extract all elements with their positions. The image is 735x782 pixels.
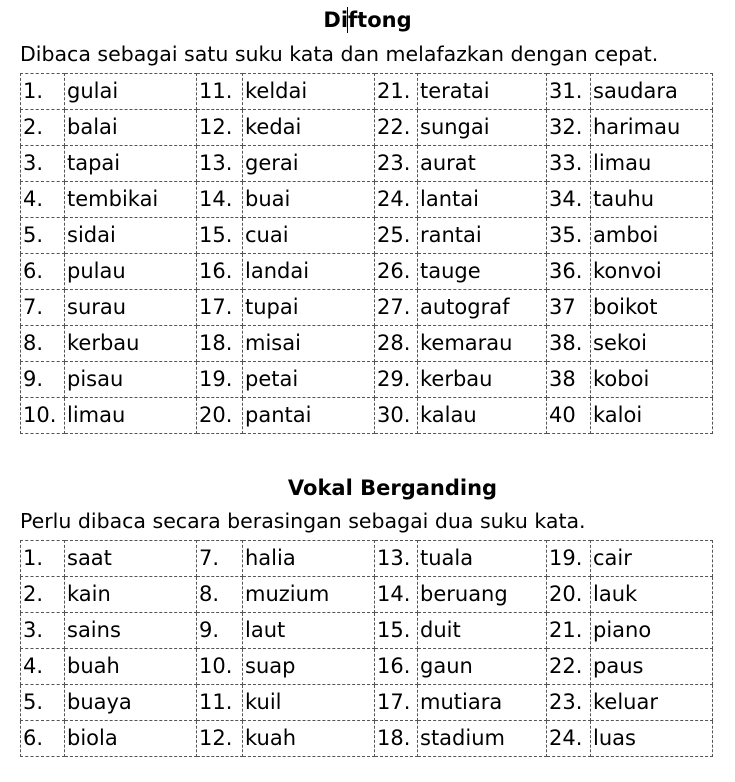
word: sekoi [591, 326, 713, 362]
word: kaloi [591, 398, 713, 434]
word: rantai [418, 218, 547, 254]
word-number: 22. [547, 649, 591, 685]
table-row [21, 146, 713, 182]
word-number: 15. [375, 613, 418, 649]
word-number: 2. [21, 110, 65, 146]
word-number: 5. [21, 685, 65, 721]
word: balai [65, 110, 197, 146]
word-number: 16. [375, 649, 418, 685]
word-number: 23. [375, 146, 418, 182]
word-number: 7. [197, 541, 243, 577]
word-number: 18. [197, 326, 243, 362]
word-number: 31. [547, 74, 591, 110]
word: sungai [418, 110, 547, 146]
word: saudara [591, 74, 713, 110]
word: limau [65, 398, 197, 434]
word-number: 13. [375, 541, 418, 577]
word: surau [65, 290, 197, 326]
word: harimau [591, 110, 713, 146]
word: tembikai [65, 182, 197, 218]
word-number: 21. [547, 613, 591, 649]
table-row [21, 685, 713, 721]
word: amboi [591, 218, 713, 254]
word: tauhu [591, 182, 713, 218]
word-number: 18. [375, 721, 418, 757]
word-number: 21. [375, 74, 418, 110]
word-number: 34. [547, 182, 591, 218]
word-number: 8. [197, 577, 243, 613]
word: autograf [418, 290, 547, 326]
word-number: 11. [197, 74, 243, 110]
word-number: 6. [21, 721, 65, 757]
table-row [21, 74, 713, 110]
word: tupai [243, 290, 375, 326]
table-row [21, 362, 713, 398]
word-number: 16. [197, 254, 243, 290]
word: gerai [243, 146, 375, 182]
word-number: 20. [547, 577, 591, 613]
word-number: 11. [197, 685, 243, 721]
word-number: 14. [375, 577, 418, 613]
word-number: 2. [21, 577, 65, 613]
word-number: 12. [197, 110, 243, 146]
vokal-berganding-title: Vokal Berganding [287, 476, 498, 500]
word: laut [243, 613, 375, 649]
word: boikot [591, 290, 713, 326]
word-number: 38 [547, 362, 591, 398]
word: tapai [65, 146, 197, 182]
word-number: 5. [21, 218, 65, 254]
word-number: 1. [21, 74, 65, 110]
word-number: 19. [547, 541, 591, 577]
word: luas [591, 721, 713, 757]
table-row [21, 110, 713, 146]
word: buaya [65, 685, 197, 721]
word-number: 23. [547, 685, 591, 721]
word-number: 40 [547, 398, 591, 434]
word: halia [243, 541, 375, 577]
diftong-table [20, 73, 713, 434]
diftong-title: Diftong [323, 8, 412, 32]
word-number: 10. [197, 649, 243, 685]
word-number: 36. [547, 254, 591, 290]
word: suap [243, 649, 375, 685]
word-number: 19. [197, 362, 243, 398]
word: tuala [418, 541, 547, 577]
word-number: 30. [375, 398, 418, 434]
word: petai [243, 362, 375, 398]
word: konvoi [591, 254, 713, 290]
word: keldai [243, 74, 375, 110]
word-number: 10. [21, 398, 65, 434]
word: kedai [243, 110, 375, 146]
table-row [21, 218, 713, 254]
word-number: 4. [21, 182, 65, 218]
word-number: 9. [21, 362, 65, 398]
word: sains [65, 613, 197, 649]
word: duit [418, 613, 547, 649]
table-row [21, 541, 713, 577]
word: buai [243, 182, 375, 218]
word: cair [591, 541, 713, 577]
word: aurat [418, 146, 547, 182]
word-number: 3. [21, 613, 65, 649]
word: paus [591, 649, 713, 685]
word-number: 6. [21, 254, 65, 290]
word: kain [65, 577, 197, 613]
word: kerbau [418, 362, 547, 398]
word: muzium [243, 577, 375, 613]
word: cuai [243, 218, 375, 254]
word: limau [591, 146, 713, 182]
word-number: 17. [197, 290, 243, 326]
word-number: 8. [21, 326, 65, 362]
word: tauge [418, 254, 547, 290]
word: lantai [418, 182, 547, 218]
word: kuah [243, 721, 375, 757]
word: mutiara [418, 685, 547, 721]
word-number: 28. [375, 326, 418, 362]
vokal-berganding-table [20, 540, 713, 757]
word: gaun [418, 649, 547, 685]
word: pisau [65, 362, 197, 398]
word: kerbau [65, 326, 197, 362]
word-number: 25. [375, 218, 418, 254]
table-row [21, 326, 713, 362]
word: teratai [418, 74, 547, 110]
word-number: 13. [197, 146, 243, 182]
word: misai [243, 326, 375, 362]
word: kuil [243, 685, 375, 721]
word-number: 24. [547, 721, 591, 757]
word: piano [591, 613, 713, 649]
word: koboi [591, 362, 713, 398]
word-number: 9. [197, 613, 243, 649]
table-row [21, 577, 713, 613]
word-number: 20. [197, 398, 243, 434]
word: gulai [65, 74, 197, 110]
word-number: 32. [547, 110, 591, 146]
word-number: 1. [21, 541, 65, 577]
word-number: 15. [197, 218, 243, 254]
table-row [21, 254, 713, 290]
word-number: 29. [375, 362, 418, 398]
word: beruang [418, 577, 547, 613]
word-number: 22. [375, 110, 418, 146]
vokal-berganding-instruction: Perlu dibaca secara berasingan sebagai dua suku kata. [20, 509, 586, 533]
word: pulau [65, 254, 197, 290]
diftong-instruction: Dibaca sebagai satu suku kata dan melafazkan dengan cepat. [20, 42, 659, 66]
table-row [21, 649, 713, 685]
word: pantai [243, 398, 375, 434]
word-number: 7. [21, 290, 65, 326]
word: stadium [418, 721, 547, 757]
word: keluar [591, 685, 713, 721]
word-number: 33. [547, 146, 591, 182]
word-number: 3. [21, 146, 65, 182]
word-number: 27. [375, 290, 418, 326]
table-row [21, 290, 713, 326]
table-row [21, 613, 713, 649]
word: kemarau [418, 326, 547, 362]
word-number: 17. [375, 685, 418, 721]
table-row [21, 398, 713, 434]
word: buah [65, 649, 197, 685]
word: sidai [65, 218, 197, 254]
word-number: 38. [547, 326, 591, 362]
word-number: 26. [375, 254, 418, 290]
word-number: 14. [197, 182, 243, 218]
word-number: 35. [547, 218, 591, 254]
table-row [21, 182, 713, 218]
word-number: 24. [375, 182, 418, 218]
word-number: 4. [21, 649, 65, 685]
word-number: 37 [547, 290, 591, 326]
word: landai [243, 254, 375, 290]
word-number: 12. [197, 721, 243, 757]
table-row [21, 721, 713, 757]
word: saat [65, 541, 197, 577]
word: kalau [418, 398, 547, 434]
word: lauk [591, 577, 713, 613]
word: biola [65, 721, 197, 757]
